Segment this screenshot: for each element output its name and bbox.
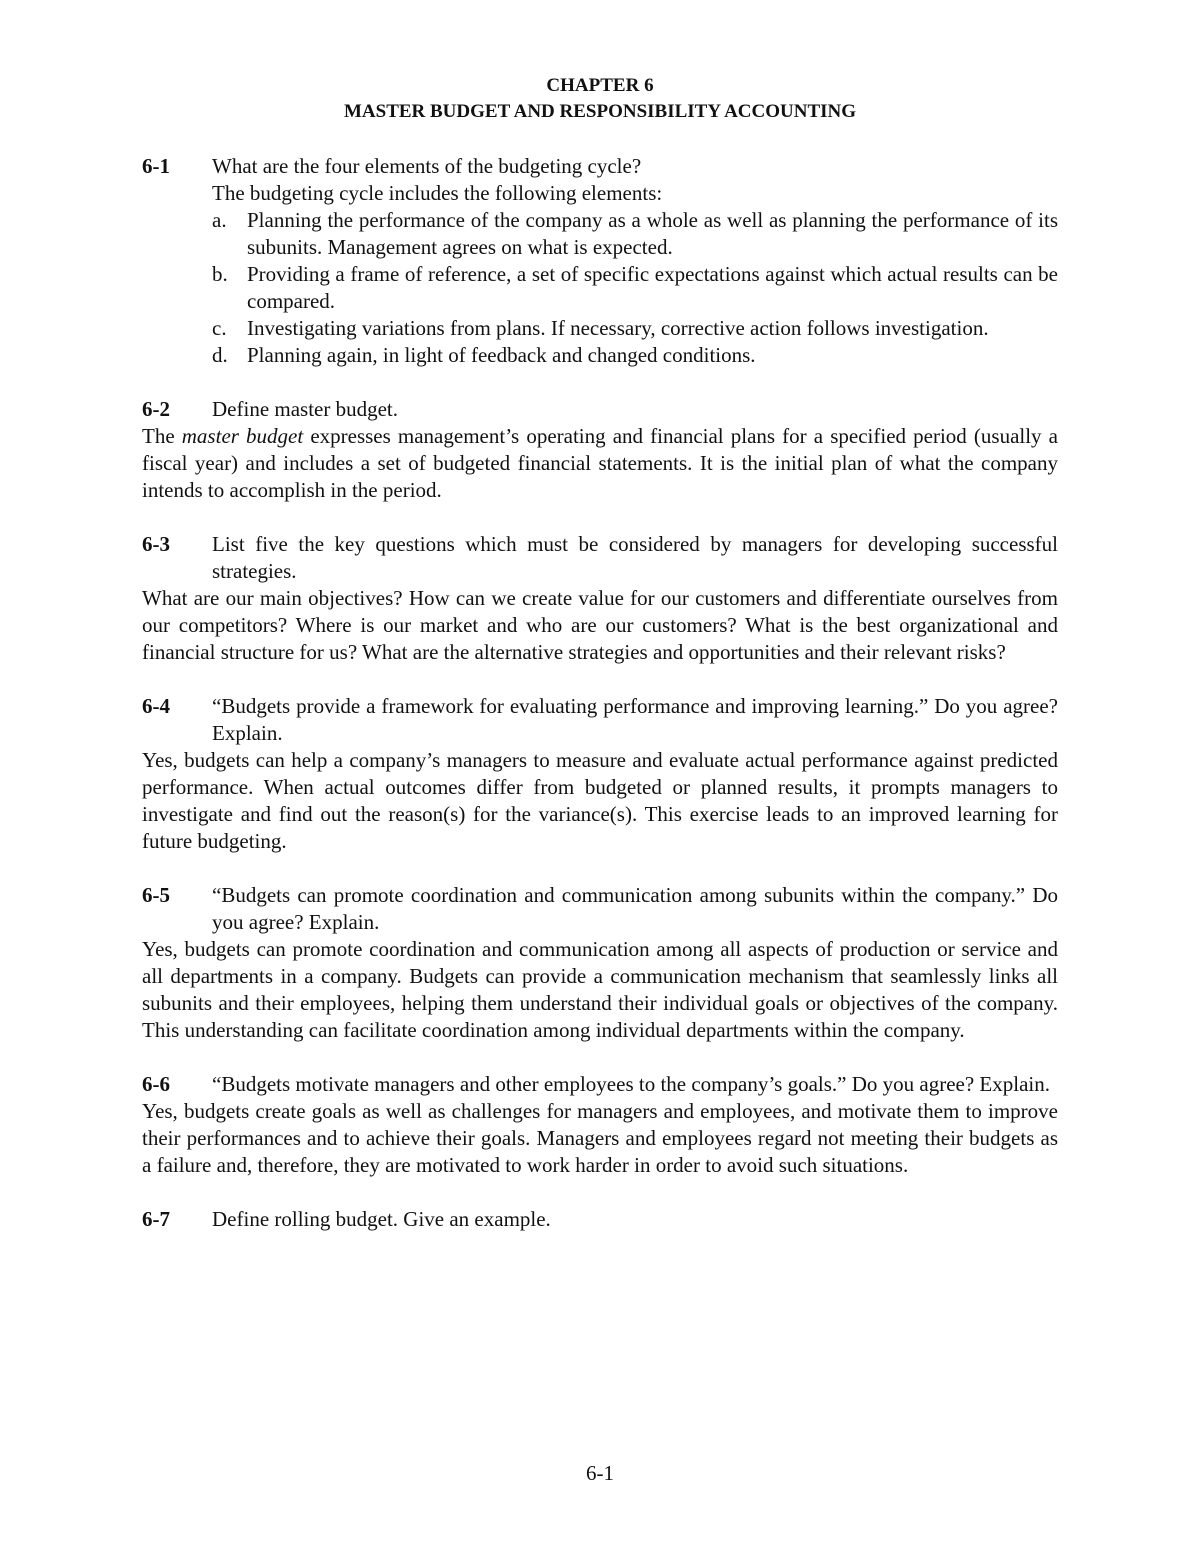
question-6-3 (142, 531, 1058, 585)
list-item-text: Planning again, in light of feedback and changed conditions. (247, 343, 756, 367)
list-item (212, 261, 1058, 315)
list-item (212, 315, 1058, 342)
question-number: 6-6 (142, 1072, 170, 1096)
question-number: 6-7 (142, 1207, 170, 1231)
list-item (212, 207, 1058, 261)
spacer (142, 504, 1058, 531)
answer-text: What are our main objectives? How can we create value for our customers and differentiate ourselves from our competitors? Where is our market and who are our customers? What is the best organizational and financial structure for us? What are the alternative strategies and opportunities and their relevant risks? (142, 586, 1058, 664)
chapter-title: MASTER BUDGET AND RESPONSIBILITY ACCOUNTING (343, 101, 857, 122)
spacer (142, 1044, 1058, 1071)
spacer (142, 855, 1058, 882)
question-number: 6-1 (142, 154, 170, 178)
list-item-text: Providing a frame of reference, a set of specific expectations against which actual results can be compared. (247, 262, 1058, 313)
question-6-4 (142, 693, 1058, 747)
list-item-text: Investigating variations from plans. If necessary, corrective action follows investigation. (247, 316, 989, 340)
answer-emphasis: master budget (181, 424, 304, 448)
list-item-label: b. (212, 262, 228, 286)
spacer (142, 369, 1058, 396)
question-text: Define master budget. (212, 397, 399, 421)
question-number: 6-4 (142, 694, 170, 718)
spacer (142, 666, 1058, 693)
question-number: 6-3 (142, 532, 170, 556)
chapter-number: CHAPTER 6 (546, 75, 654, 96)
question-6-1 (142, 153, 1058, 180)
spacer (142, 1179, 1058, 1206)
answer-text: Yes, budgets can help a company’s managers to measure and evaluate actual performance against predicted performance. When actual outcomes differ from budgeted or planned results, it prompts managers to investigate and find out the reason(s) for the variance(s). This exercise leads to an improved learning for future budgeting. (142, 748, 1058, 853)
question-text: “Budgets motivate managers and other employees to the company’s goals.” Do you agree? Explain. (212, 1072, 1051, 1096)
budget-cycle-list (212, 207, 1058, 369)
page-number: 6-1 (586, 1461, 614, 1485)
list-item-text: Planning the performance of the company as a whole as well as planning the performance of its subunits. Management agrees on what is expected. (247, 208, 1058, 259)
question-6-7 (142, 1206, 1058, 1233)
list-item (212, 342, 1058, 369)
question-text: “Budgets can promote coordination and communication among subunits within the company.” Do you agree? Explain. (212, 883, 1058, 934)
question-6-6 (142, 1071, 1058, 1098)
list-item-label: c. (212, 316, 227, 340)
answer-text (142, 423, 1058, 504)
answer-body: expresses management’s operating and financial plans for a specified period (usually a fiscal year) and includes a set of budgeted financial statements. It is the initial plan of what the company intends to accomplish in the period. (142, 424, 1058, 502)
question-text: Define rolling budget. Give an example. (212, 1207, 551, 1231)
answer-intro: The budgeting cycle includes the following elements: (212, 181, 663, 205)
question-6-2 (142, 396, 1058, 423)
answer-prefix: The (142, 424, 182, 448)
list-item-label: a. (212, 208, 227, 232)
question-6-5 (142, 882, 1058, 936)
list-item-label: d. (212, 343, 228, 367)
document-body (142, 153, 1058, 1233)
question-text: List five the key questions which must be considered by managers for developing successful strategies. (212, 532, 1058, 583)
question-text: “Budgets provide a framework for evaluating performance and improving learning.” Do you agree? Explain. (212, 694, 1058, 745)
question-number: 6-5 (142, 883, 170, 907)
answer-text: Yes, budgets create goals as well as challenges for managers and employees, and motivate them to improve their performances and to achieve their goals. Managers and employees regard not meeting their budgets as a failure and, therefore, they are motivated to work harder in order to avoid such situations. (142, 1099, 1058, 1177)
chapter-header (0, 73, 1200, 125)
answer-text: Yes, budgets can promote coordination and communication among all aspects of production or service and all departments in a company. Budgets can provide a communication mechanism that seamlessly links all subunits and their employees, helping them understand their individual goals or objectives of the company. This understanding can facilitate coordination among individual departments within the company. (142, 937, 1058, 1042)
question-number: 6-2 (142, 397, 170, 421)
question-text: What are the four elements of the budgeting cycle? (212, 154, 642, 178)
